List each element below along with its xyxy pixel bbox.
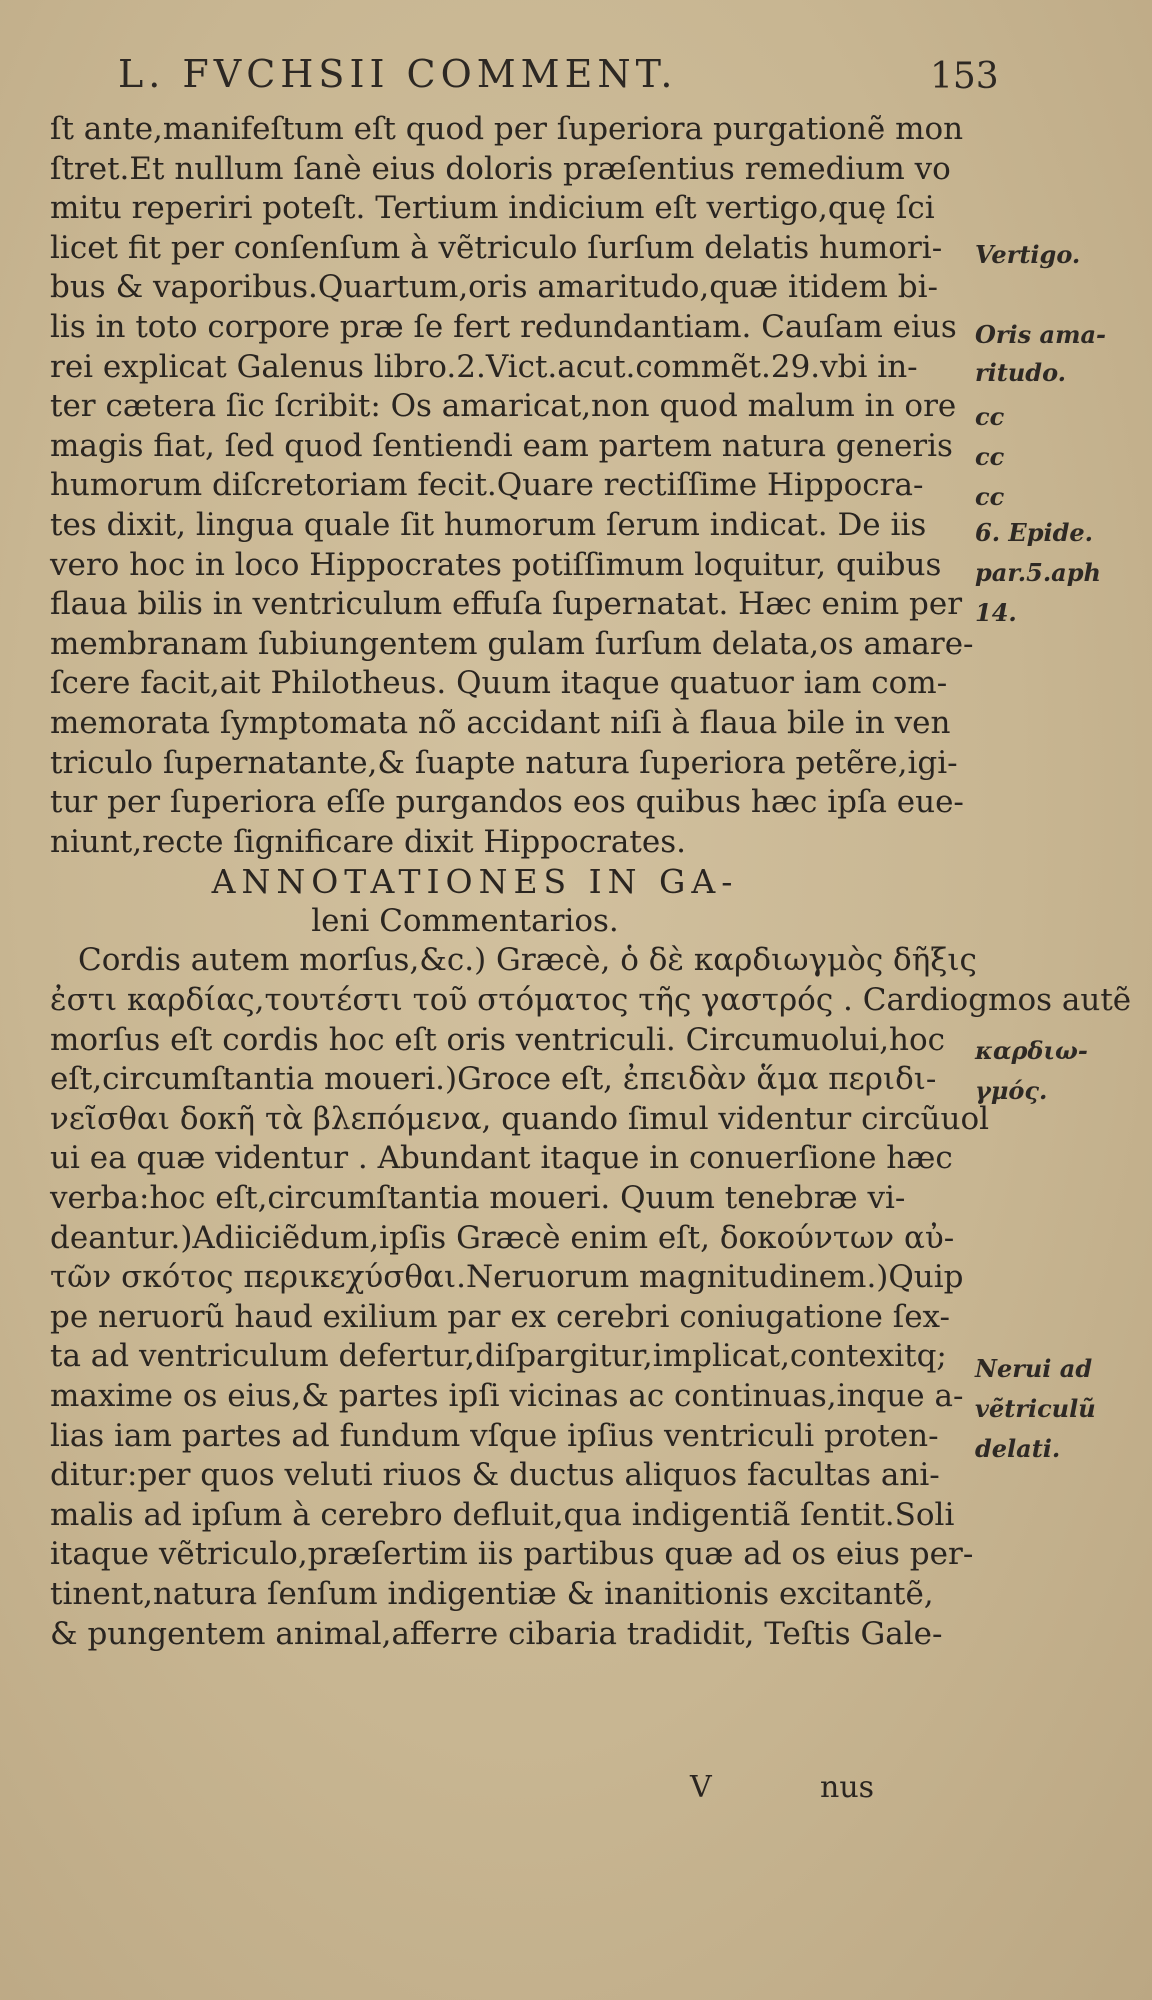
text-line: vero hoc in loco Hippocrates potiſſimum loquitur, quibus (50, 546, 942, 583)
margin-note-oris: Oris ama- (975, 320, 1106, 349)
margin-note-quote: cc (975, 402, 1005, 431)
annotation-line: eſt,circumſtantia moueri.)Groce eſt, ἐπειδὰν ἅμα περιδι- (50, 1061, 937, 1098)
text-line: lis in toto corpore præ ſe fert redundantiam. Cauſam eius (50, 308, 957, 345)
annotation-line: ta ad ventriculum defertur,diſpargitur,implicat,contexitq; (50, 1338, 947, 1375)
page-header (118, 52, 998, 102)
annotation-line: νεῖσθαι δοκῆ τὰ βλεπόμενα, quando ſimul videntur circũuol (50, 1100, 990, 1137)
text-line: ſtret.Et nullum ſanè eius doloris præſentius remedium vo (50, 150, 951, 187)
text-line: tes dixit, lingua quale ſit humorum ſerum indicat. De iis (50, 506, 927, 543)
annotation-line: tinent,natura ſenſum indigentiæ & inanitionis excitantẽ, (50, 1575, 934, 1612)
text-line: memorata ſymptomata nõ accidant niſi à flaua bile in ven (50, 704, 951, 741)
annotation-line: malis ad ipſum à cerebro defluit,qua indigentiã ſentit.Soli (50, 1496, 955, 1533)
margin-note-kardio: καρδιω- (975, 1036, 1088, 1065)
page-number: 153 (930, 56, 999, 97)
annotation-line: deantur.)Adiiciẽdum,ipſis Græcè enim eſt, δοκούντων αὐ- (50, 1219, 955, 1256)
annotation-line: itaque vẽtriculo,præſertim iis partibus quæ ad os eius per- (50, 1536, 974, 1573)
text-line: bus & vaporibus.Quartum,oris amaritudo,quæ itidem bi- (50, 269, 938, 306)
margin-note-nerui: vẽtriculũ (975, 1394, 1096, 1423)
text-line: magis fiat, ſed quod ſentiendi eam partem natura generis (50, 427, 953, 464)
text-line: membranam ſubiungentem gulam ſurſum delata,os amare- (50, 625, 974, 662)
text-line: tur per ſuperiora eſſe purgandos eos quibus hæc ipſa eue- (50, 784, 964, 821)
text-line: ter cætera ſic ſcribit: Os amaricat,non quod malum in ore (50, 388, 957, 425)
catchword: nus (820, 1770, 875, 1805)
text-line: ſcere facit,ait Philotheus. Quum itaque quatuor iam com- (50, 665, 948, 702)
annotation-line: pe neruorũ haud exilium par ex cerebri coniugatione ſex- (50, 1298, 950, 1335)
margin-note-vertigo: Vertigo. (975, 240, 1081, 269)
annotation-line: & pungentem animal,afferre cibaria tradidit, Teſtis Gale- (50, 1615, 943, 1652)
annotation-line: ditur:per quos veluti riuos & ductus aliquos facultas ani- (50, 1457, 940, 1494)
text-line: mitu reperiri poteſt. Tertium indicium eſt vertigo,quę ſci (50, 190, 935, 227)
margin-note-kardio: γμός. (975, 1076, 1048, 1105)
annotation-line: maxime os eius,& partes ipſi vicinas ac continuas,inque a- (50, 1378, 964, 1414)
running-head: L. FVCHSII COMMENT. (118, 52, 678, 96)
annotation-line: morſus eſt cordis hoc eſt oris ventriculi. Circumuolui,hoc (50, 1021, 946, 1058)
text-line: rei explicat Galenus libro.2.Vict.acut.commẽt.29.vbi in- (50, 348, 918, 385)
margin-note-quote: cc (975, 442, 1005, 471)
annotations-heading: ANNOTATIONES IN GA- (211, 862, 739, 902)
text-line: licet fit per conſenſum à vẽtriculo ſurſum delatis humori- (50, 229, 943, 266)
margin-note-num: 14. (975, 598, 1017, 627)
annotation-line: ui ea quæ videntur . Abundant itaque in conuerſione hæc (50, 1140, 953, 1177)
annotation-line: lias iam partes ad fundum vſque ipſius ventriculi proten- (50, 1417, 939, 1454)
margin-note-oris: ritudo. (975, 358, 1067, 387)
margin-note-par: par.5.aph (975, 558, 1101, 587)
margin-note-epide: 6. Epide. (975, 518, 1094, 547)
annotations-subheading: leni Commentarios. (311, 902, 619, 939)
margin-note-nerui: Nerui ad (975, 1354, 1093, 1383)
text-line: flaua bilis in ventriculum effuſa ſupernatat. Hæc enim per (50, 586, 963, 623)
annotation-line: Cordis autem morſus,&c.) Græcè, ὁ δὲ καρδιωγμὸς δῆξις (78, 942, 977, 979)
text-line: triculo ſupernatante,& ſuapte natura ſuperiora petẽre,igi- (50, 744, 958, 781)
text-line: ſt ante,manifeſtum eſt quod per ſuperiora purgationẽ mon (50, 111, 964, 147)
text-line: niunt,recte ſignificare dixit Hippocrates. (50, 823, 686, 860)
annotation-line: verba:hoc eſt,circumſtantia moueri. Quum tenebræ vi- (50, 1180, 906, 1217)
text-line: humorum diſcretoriam fecit.Quare rectiſſime Hippocra- (50, 467, 924, 504)
margin-note-nerui: delati. (975, 1434, 1061, 1463)
signature-mark: V (690, 1770, 712, 1805)
annotation-line: ἐστι καρδίας,τουτέστι τοῦ στόματος τῆς γαστρός . Cardiogmos autẽ (50, 982, 1132, 1019)
margin-note-quote: cc (975, 482, 1005, 511)
annotation-line: τῶν σκότος περικεχύσθαι.Neruorum magnitudinem.)Quip (50, 1259, 964, 1296)
